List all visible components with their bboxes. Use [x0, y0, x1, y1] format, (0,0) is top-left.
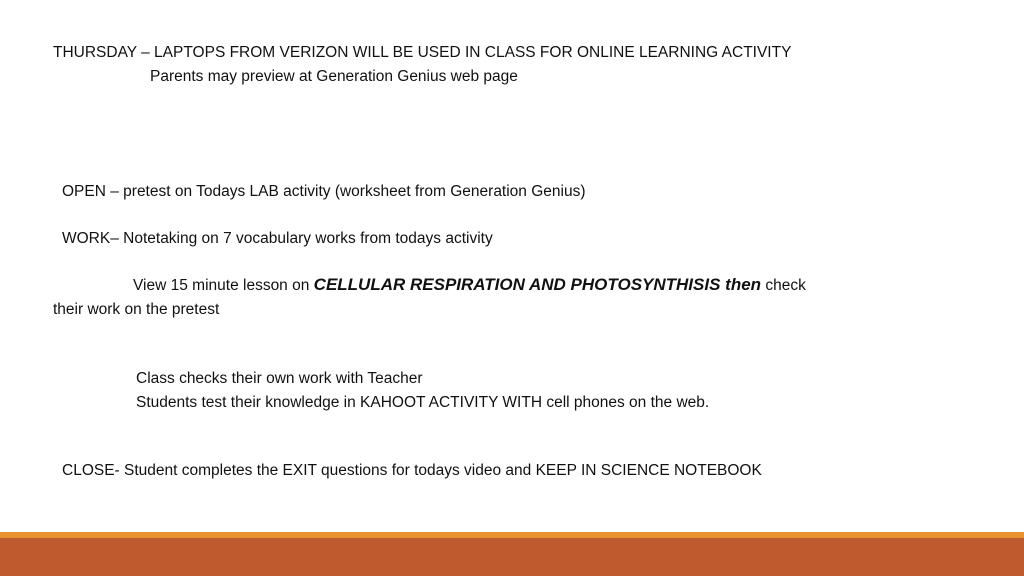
- slide-footer: [0, 532, 1024, 576]
- view-lesson-continuation: their work on the pretest: [53, 301, 220, 318]
- class-checks-note: Class checks their own work with Teacher: [136, 370, 423, 387]
- open-step: OPEN – pretest on Todays LAB activity (worksheet from Generation Genius): [62, 183, 586, 200]
- parents-preview-note: Parents may preview at Generation Genius web page: [150, 68, 518, 85]
- footer-bar: [0, 538, 1024, 576]
- kahoot-activity-note: Students test their knowledge in KAHOOT ACTIVITY WITH cell phones on the web.: [136, 394, 710, 411]
- thursday-announcement: THURSDAY – LAPTOPS FROM VERIZON WILL BE USED IN CLASS FOR ONLINE LEARNING ACTIVITY: [53, 44, 792, 61]
- close-step: CLOSE- Student completes the EXIT questions for todays video and KEEP IN SCIENCE NOTEBOOK: [62, 462, 762, 479]
- work-step: WORK– Notetaking on 7 vocabulary works from todays activity: [62, 230, 493, 247]
- view-lesson-prefix: View 15 minute lesson on: [133, 277, 314, 294]
- view-lesson-suffix: check: [761, 277, 806, 294]
- lesson-topic-emphasis: CELLULAR RESPIRATION AND PHOTOSYNTHISIS then: [313, 275, 762, 294]
- view-lesson-step: [133, 275, 806, 296]
